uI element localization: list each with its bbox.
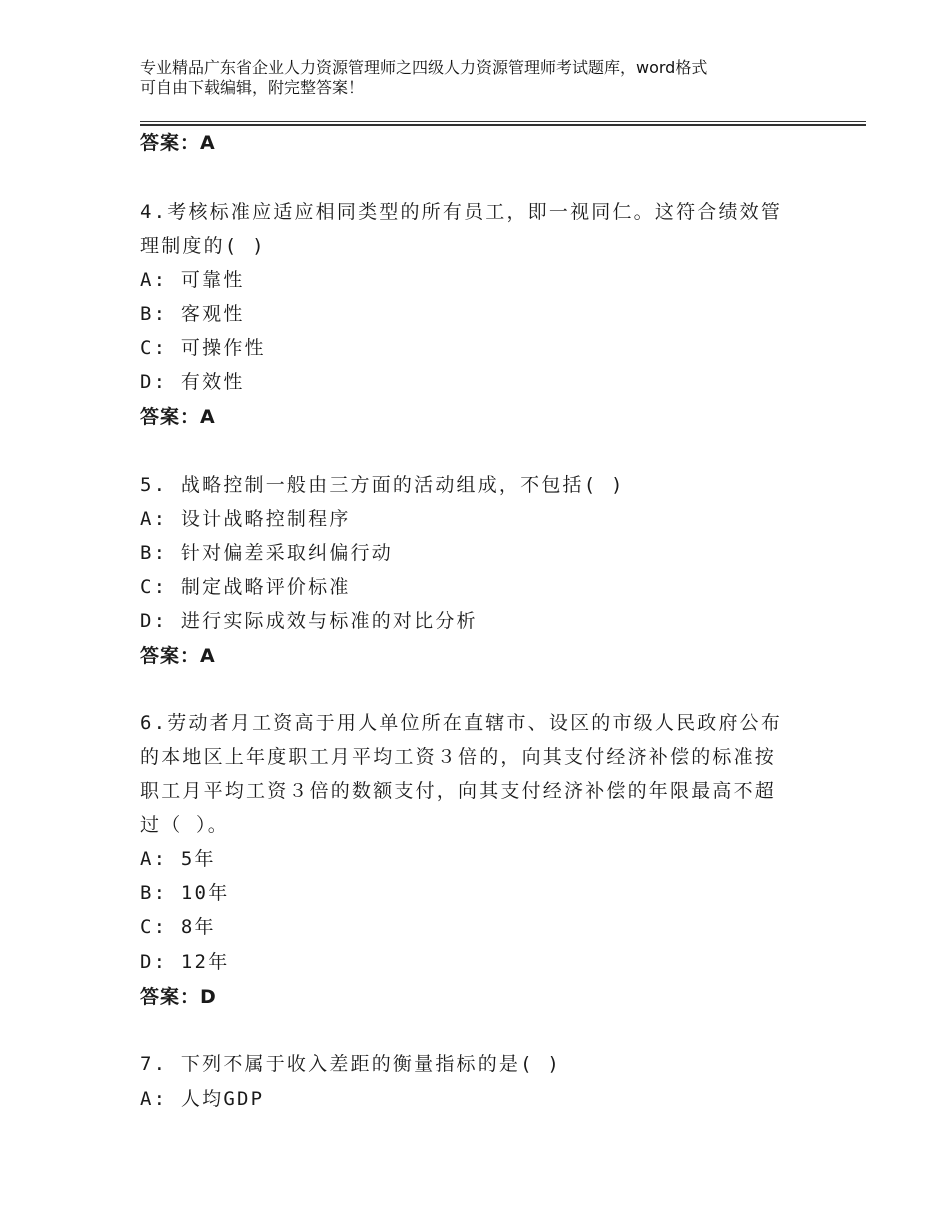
question-4-option-b: B: 客观性 <box>140 303 245 325</box>
header-line-1: 专业精品广东省企业人力资源管理师之四级人力资源管理师考试题库，word格式 <box>140 58 708 77</box>
question-5-option-d: D: 进行实际成效与标准的对比分析 <box>140 610 478 632</box>
question-6-answer: 答案：D <box>140 986 217 1008</box>
question-6-line-4: 过（ ）。 <box>140 814 229 836</box>
question-5-answer: 答案：A <box>140 645 216 667</box>
header-rule-thick <box>140 124 866 126</box>
header-line-2: 可自由下载编辑，附完整答案！ <box>140 78 365 97</box>
question-6-line-2: 的本地区上年度职工月平均工资３倍的，向其支付经济补偿的标准按 <box>140 746 777 768</box>
question-7-option-a: A: 人均GDP <box>140 1088 265 1110</box>
question-6-option-c: C: 8年 <box>140 916 216 938</box>
question-5-line-1: 5. 战略控制一般由三方面的活动组成，不包括( ) <box>140 474 625 496</box>
question-7-line-1: 7. 下列不属于收入差距的衡量指标的是( ) <box>140 1053 562 1075</box>
question-4-answer: 答案：A <box>140 406 216 428</box>
question-5-option-c: C: 制定战略评价标准 <box>140 576 351 598</box>
question-6-line-3: 职工月平均工资３倍的数额支付，向其支付经济补偿的年限最高不超 <box>140 780 777 802</box>
answer-prev: 答案：A <box>140 132 216 154</box>
question-5-option-a: A: 设计战略控制程序 <box>140 508 351 530</box>
header-rule-thin <box>140 121 866 122</box>
document-header <box>140 58 810 98</box>
question-4-option-d: D: 有效性 <box>140 371 245 393</box>
question-5-option-b: B: 针对偏差采取纠偏行动 <box>140 542 393 564</box>
question-4-option-a: A: 可靠性 <box>140 269 245 291</box>
question-6-line-1: 6.劳动者月工资高于用人单位所在直辖市、设区的市级人民政府公布 <box>140 712 783 734</box>
question-4-line-1: 4.考核标准应适应相同类型的所有员工，即一视同仁。这符合绩效管 <box>140 201 783 223</box>
question-4-option-c: C: 可操作性 <box>140 337 266 359</box>
question-6-option-a: A: 5年 <box>140 848 216 870</box>
question-6-option-b: B: 10年 <box>140 882 230 904</box>
question-4-line-2: 理制度的( ) <box>140 235 266 257</box>
question-6-option-d: D: 12年 <box>140 951 230 973</box>
